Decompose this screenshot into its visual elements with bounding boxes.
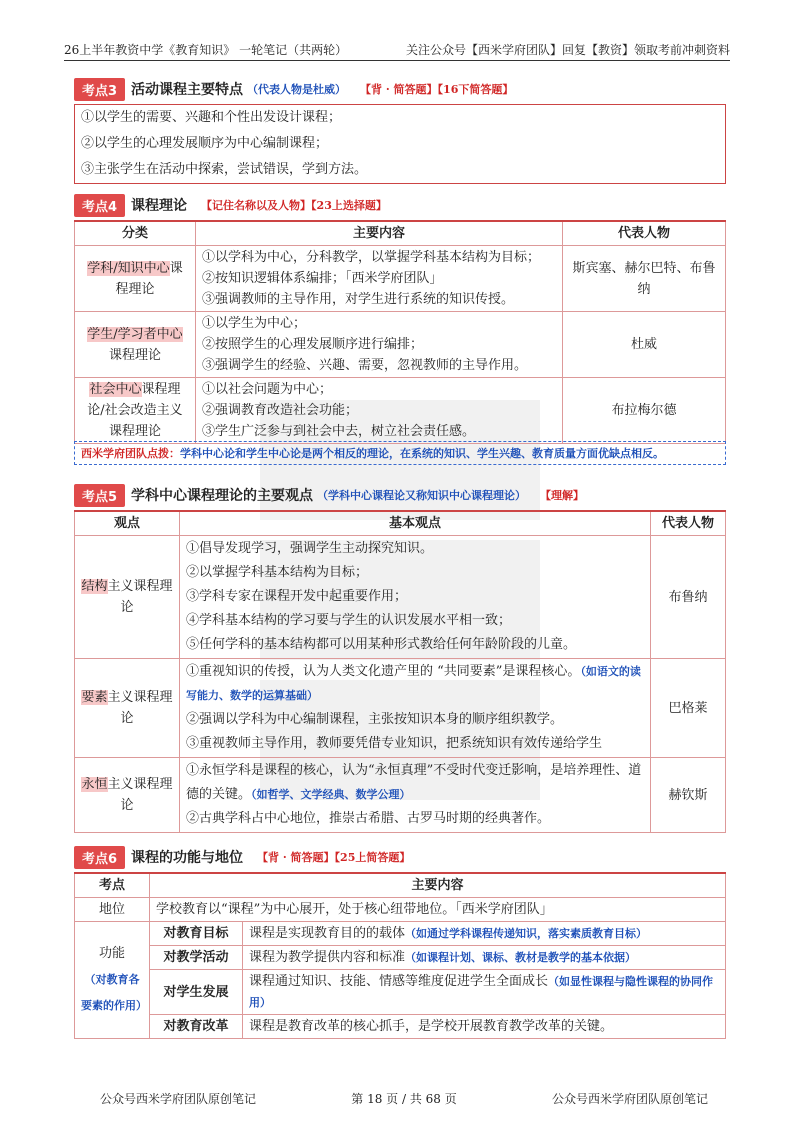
function-name: 对教育改革 bbox=[150, 1015, 243, 1039]
section-note: （代表人物是杜威） bbox=[247, 83, 347, 96]
table-row bbox=[75, 378, 726, 444]
function-text: 课程通过知识、技能、情感等维度促进学生全面成长（如显性课程与隐性课程的协同作用） bbox=[243, 970, 726, 1015]
tip-text: 学科中心论和学生中心论是两个相反的理论，在系统的知识、学生兴趣、教育质量方面优缺点相反。 bbox=[180, 447, 664, 460]
rep-cell: 布鲁纳 bbox=[651, 536, 726, 659]
function-text: 课程是教育改革的核心抓手，是学校开展教育教学改革的关键。 bbox=[243, 1015, 726, 1039]
section-3 bbox=[74, 78, 726, 184]
rep-cell: 斯宾塞、赫尔巴特、布鲁纳 bbox=[563, 246, 726, 312]
function-label-cell: 功能 （对教育各要素的作用） bbox=[75, 922, 150, 1039]
table-row bbox=[75, 312, 726, 378]
footer-right: 公众号西米学府团队原创笔记 bbox=[551, 1092, 708, 1106]
content-cell: ①以学科为中心，分科教学，以掌握学科基本结构为目标； ②按知识逻辑体系编排；「西米学府团队」 ③强调教师的主导作用，对学生进行系统的知识传授。 bbox=[196, 246, 563, 312]
content-cell: ①重视知识的传授，认为人类文化遗产里的 “共同要素”是课程核心。（如语文的读写能力、数学的运算基础） ②强调以学科为中心编制课程，主张按知识本身的顺序组织教学。 ③重视教师主导作用，教师要凭借专业知识，把系统知识有效传递给学生 bbox=[180, 659, 651, 758]
section-tag: 考点6 bbox=[74, 846, 125, 869]
section-title: 课程理论 bbox=[131, 198, 188, 214]
table-row bbox=[75, 758, 726, 833]
subject-center-table bbox=[74, 510, 726, 833]
page-number: 第 18 页 / 共 68 页 bbox=[351, 1092, 457, 1106]
rep-cell: 赫钦斯 bbox=[651, 758, 726, 833]
rep-cell: 巴格莱 bbox=[651, 659, 726, 758]
category-cell: 学生/学习者中心课程理论 bbox=[75, 312, 196, 378]
content-cell: ①以社会问题为中心； ②强调教育改造社会功能； ③学生广泛参与到社会中去，树立社会责任感。 bbox=[196, 378, 563, 444]
table-row bbox=[75, 246, 726, 312]
section-tag: 考点3 bbox=[74, 78, 125, 101]
tip-label: 西米学府团队点拨： bbox=[81, 447, 180, 460]
page-footer bbox=[100, 1090, 708, 1107]
function-name: 对教育目标 bbox=[150, 922, 243, 946]
table-row bbox=[75, 970, 726, 1015]
table-row bbox=[75, 659, 726, 758]
section-title: 课程的功能与地位 bbox=[131, 850, 244, 866]
col-header: 主要内容 bbox=[150, 873, 726, 898]
features-box bbox=[74, 104, 726, 184]
section-5 bbox=[74, 484, 726, 833]
content-cell: ①倡导发现学习，强调学生主动探究知识。 ②以掌握学科基本结构为目标； ③学科专家在课程开发中起重要作用； ④学科基本结构的学习要与学生的认识发展水平相一致； ⑤任何学科的基本结构都可以用某种形式教给任何年龄阶段的儿童。 bbox=[180, 536, 651, 659]
section-badge: 【记住名称以及人物】【23上选择题】 bbox=[201, 199, 387, 212]
viewpoint-cell: 结构主义课程理论 bbox=[75, 536, 180, 659]
function-table bbox=[74, 872, 726, 1039]
table-row bbox=[75, 1015, 726, 1039]
col-header: 主要内容 bbox=[196, 221, 563, 246]
viewpoint-cell: 永恒主义课程理论 bbox=[75, 758, 180, 833]
col-header: 基本观点 bbox=[180, 511, 651, 536]
position-label: 地位 bbox=[75, 898, 150, 922]
section-4 bbox=[74, 194, 726, 444]
tip-box bbox=[74, 441, 726, 465]
page-header bbox=[64, 38, 730, 61]
col-header: 代表人物 bbox=[651, 511, 726, 536]
feature-line: ①以学生的需要、兴趣和个性出发设计课程； bbox=[81, 110, 342, 125]
section-tag: 考点5 bbox=[74, 484, 125, 507]
curriculum-theory-table bbox=[74, 220, 726, 444]
position-text: 学校教育以“课程”为中心展开，处于核心纽带地位。「西米学府团队」 bbox=[150, 898, 726, 922]
section-title: 活动课程主要特点 bbox=[131, 82, 244, 98]
header-right: 关注公众号【西米学府团队】回复【教资】领取考前冲刺资料 bbox=[405, 43, 730, 57]
header-left: 26上半年教资中学《教育知识》 一轮笔记（共两轮） bbox=[64, 43, 348, 57]
function-name: 对学生发展 bbox=[150, 970, 243, 1015]
section-tag: 考点4 bbox=[74, 194, 125, 217]
table-row bbox=[75, 898, 726, 922]
col-header: 代表人物 bbox=[563, 221, 726, 246]
feature-line: ③主张学生在活动中探索，尝试错误，学到方法。 bbox=[81, 162, 368, 177]
category-cell: 学科/知识中心课程理论 bbox=[75, 246, 196, 312]
content-cell: ①永恒学科是课程的核心，认为“永恒真理”不受时代变迁影响，是培养理性、道德的关键。（如哲学、文学经典、数学公理） ②古典学科占中心地位，推崇古希腊、古罗马时期的经典著作。 bbox=[180, 758, 651, 833]
feature-line: ②以学生的心理发展顺序为中心编制课程； bbox=[81, 136, 329, 151]
footer-left: 公众号西米学府团队原创笔记 bbox=[100, 1092, 257, 1106]
function-text: 课程是实现教育目的的载体（如通过学科课程传递知识，落实素质教育目标） bbox=[243, 922, 726, 946]
category-cell: 社会中心课程理论/社会改造主义课程理论 bbox=[75, 378, 196, 444]
function-text: 课程为教学提供内容和标准（如课程计划、课标、教材是教学的基本依据） bbox=[243, 946, 726, 970]
viewpoint-cell: 要素主义课程理论 bbox=[75, 659, 180, 758]
col-header: 分类 bbox=[75, 221, 196, 246]
function-name: 对教学活动 bbox=[150, 946, 243, 970]
section-badge: 【背 · 简答题】【16下简答题】 bbox=[360, 83, 514, 96]
section-title: 学科中心课程理论的主要观点 bbox=[131, 488, 314, 504]
rep-cell: 杜威 bbox=[563, 312, 726, 378]
section-badge: 【理解】 bbox=[540, 489, 585, 502]
rep-cell: 布拉梅尔德 bbox=[563, 378, 726, 444]
table-row bbox=[75, 922, 726, 946]
section-note: （学科中心课程论又称知识中心课程理论） bbox=[317, 489, 527, 502]
section-badge: 【背 · 简答题】【25上简答题】 bbox=[257, 851, 411, 864]
col-header: 观点 bbox=[75, 511, 180, 536]
section-6 bbox=[74, 846, 726, 1039]
table-row bbox=[75, 536, 726, 659]
content-cell: ①以学生为中心； ②按照学生的心理发展顺序进行编排； ③强调学生的经验、兴趣、需要，忽视教师的主导作用。 bbox=[196, 312, 563, 378]
col-header: 考点 bbox=[75, 873, 150, 898]
table-row bbox=[75, 946, 726, 970]
